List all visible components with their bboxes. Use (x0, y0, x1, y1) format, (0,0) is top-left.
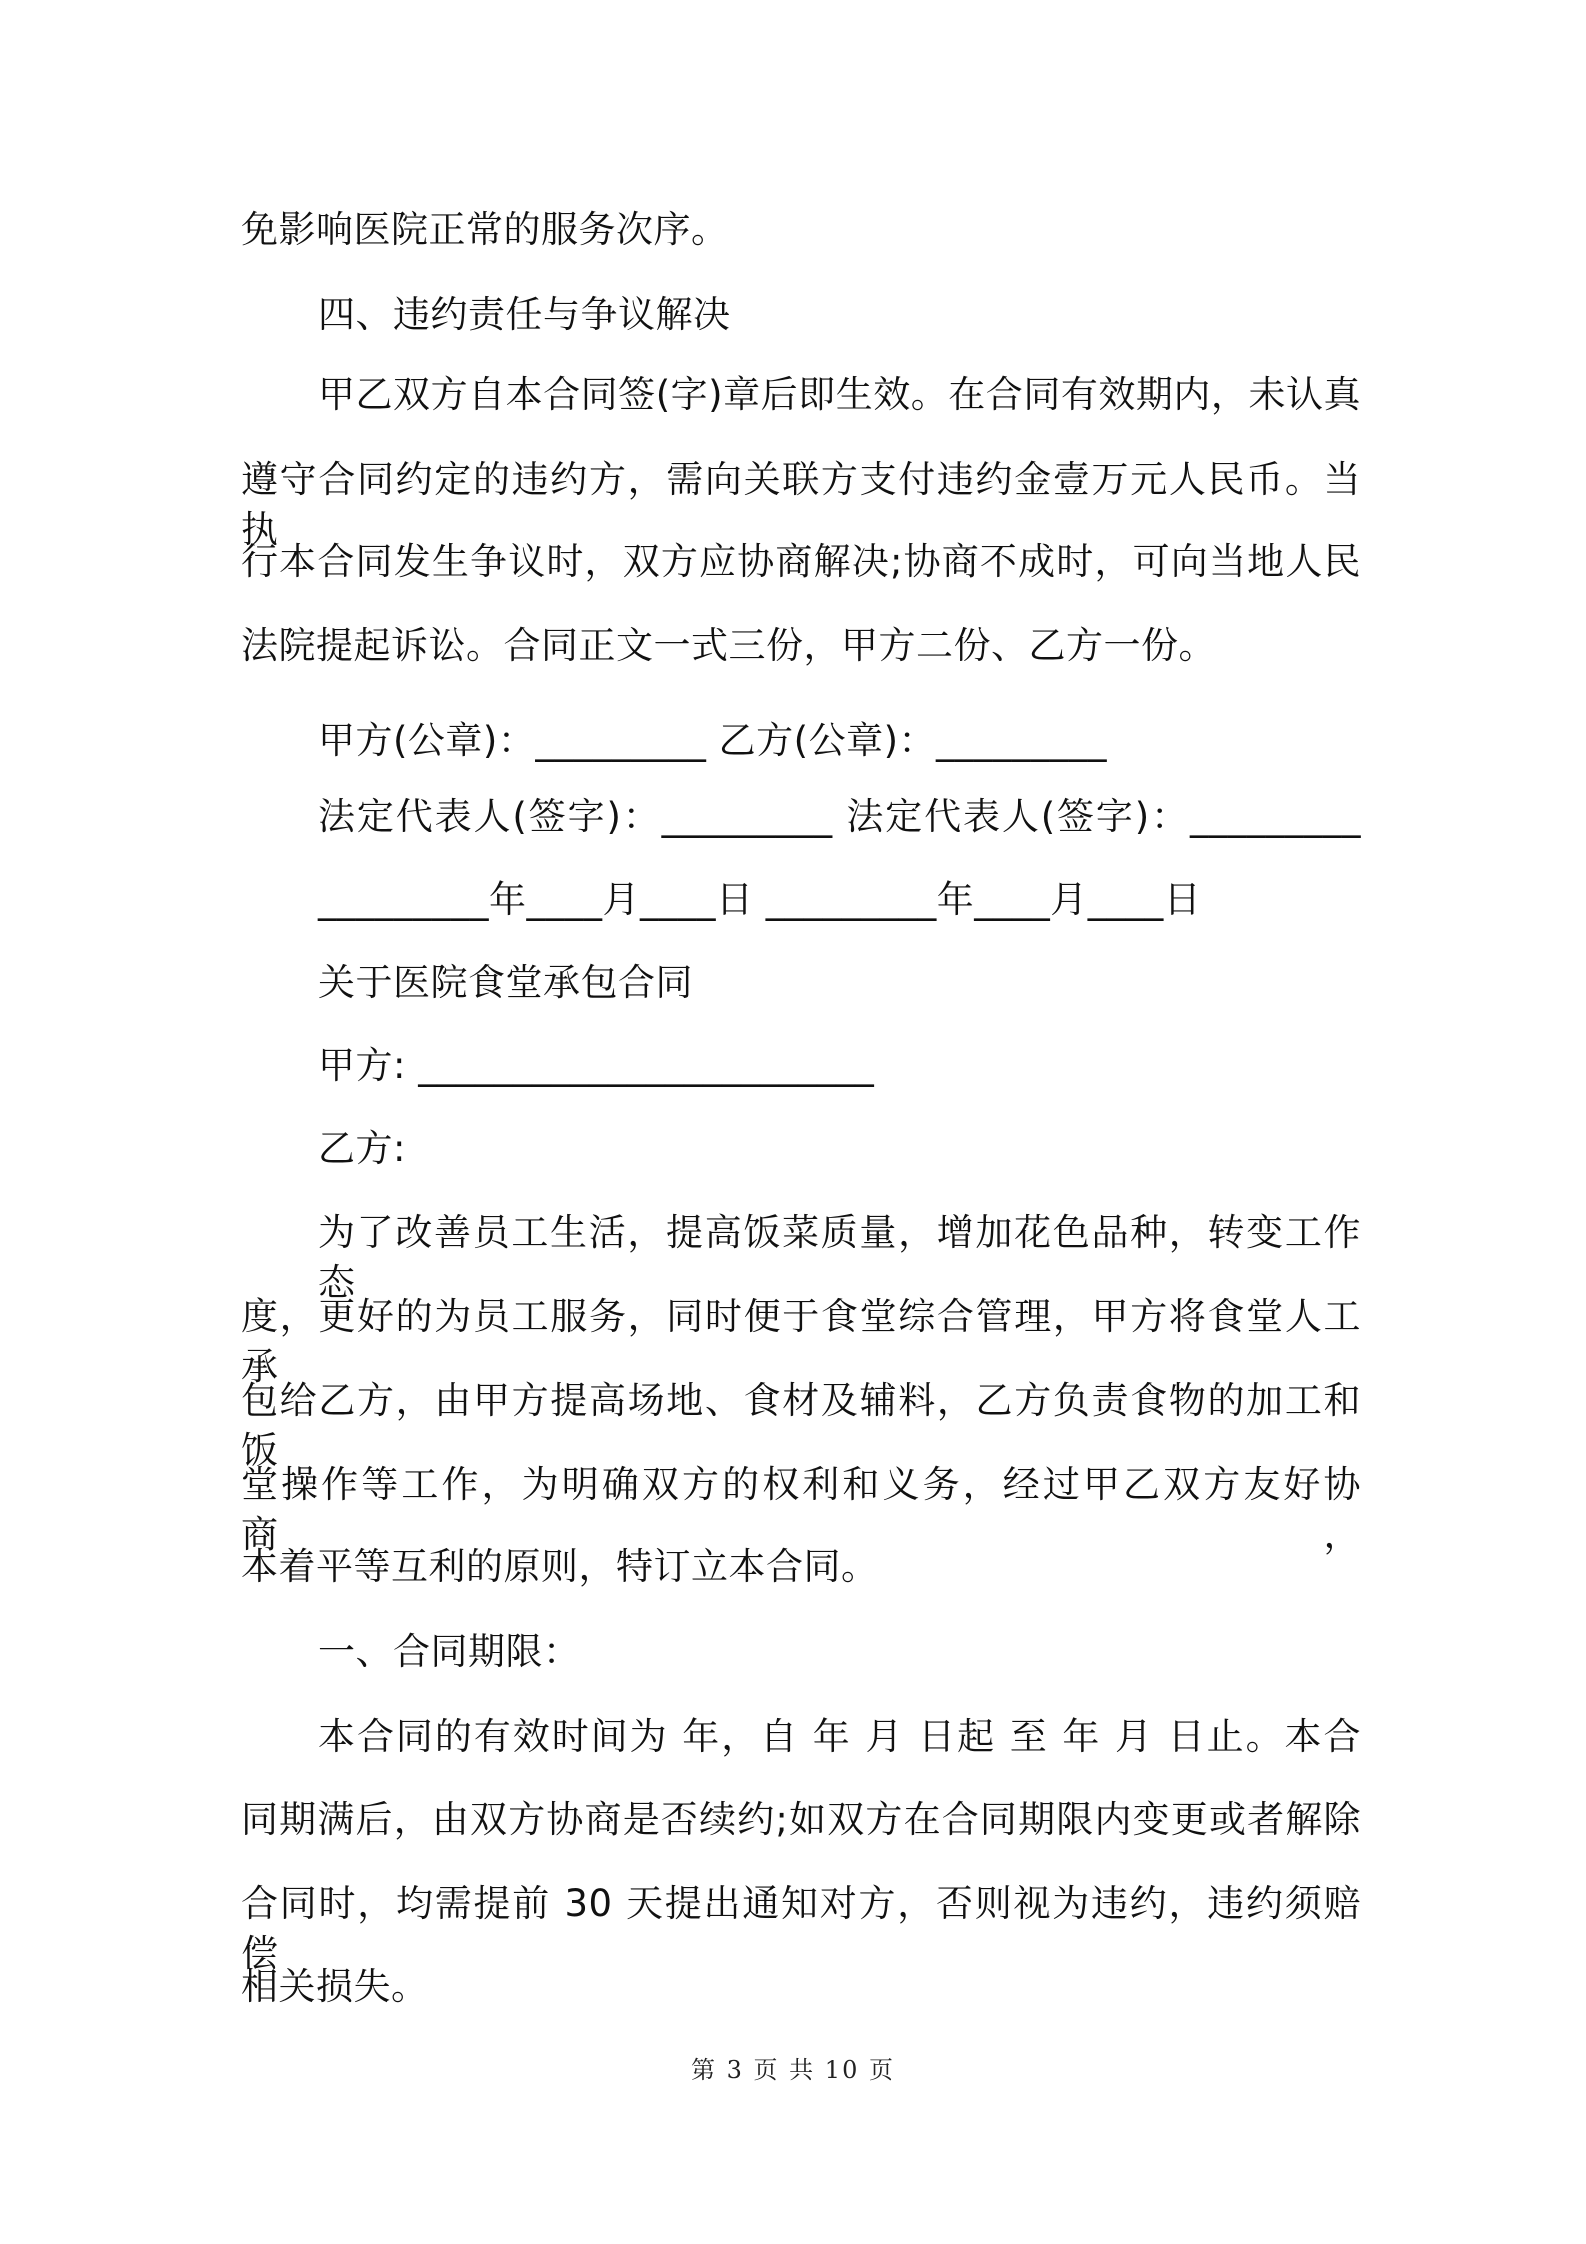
text-line-5: 行本合同发生争议时，双方应协商解决;协商不成时，可向当地人民 (241, 540, 1361, 583)
text-line-16: 堂操作等工作，为明确双方的权利和义务，经过甲乙双方友好协商， (241, 1463, 1361, 1556)
text-line-13: 为了改善员工生活，提高饭菜质量，增加花色品种，转变工作态 (318, 1211, 1361, 1304)
text-line-15: 包给乙方，由甲方提高场地、食材及辅料，乙方负责食物的加工和饭 (241, 1379, 1361, 1472)
text-line-4: 遵守合同约定的违约方，需向关联方支付违约金壹万元人民币。当执 (241, 458, 1361, 551)
text-line-3: 甲乙双方自本合同签(字)章后即生效。在合同有效期内，未认真 (318, 373, 1361, 416)
text-line-1: 免影响医院正常的服务次序。 (241, 208, 729, 251)
page-number-footer: 第 3 页 共 10 页 (691, 2056, 895, 2084)
seal-line: 甲方(公章)：_________ 乙方(公章)：_________ (318, 719, 1108, 762)
text-line-19: 本合同的有效时间为 年，自 年 月 日起 至 年 月 日止。本合 (318, 1715, 1361, 1758)
contract-title: 关于医院食堂承包合同 (318, 961, 693, 1004)
representative-line: 法定代表人(签字)：_________ 法定代表人(签字)：_________ (318, 795, 1361, 838)
text-line-22: 相关损失。 (241, 1965, 429, 2008)
section-heading-4: 四、违约责任与争议解决 (318, 293, 731, 336)
party-a-line: 甲方: ________________________ (318, 1044, 875, 1087)
text-line-17: 本着平等互利的原则，特订立本合同。 (241, 1545, 879, 1588)
date-line: _________年____月____日 _________年____月____日 (318, 878, 1202, 921)
text-line-6: 法院提起诉讼。合同正文一式三份，甲方二份、乙方一份。 (241, 624, 1216, 667)
text-line-20: 同期满后，由双方协商是否续约;如双方在合同期限内变更或者解除 (241, 1798, 1361, 1841)
text-line-21: 合同时，均需提前 30 天提出通知对方，否则视为违约，违约须赔偿 (241, 1882, 1361, 1975)
party-b-line: 乙方: (318, 1127, 406, 1170)
text-line-14: 度，更好的为员工服务，同时便于食堂综合管理，甲方将食堂人工承 (241, 1295, 1361, 1388)
section-heading-1: 一、合同期限： (318, 1630, 581, 1673)
